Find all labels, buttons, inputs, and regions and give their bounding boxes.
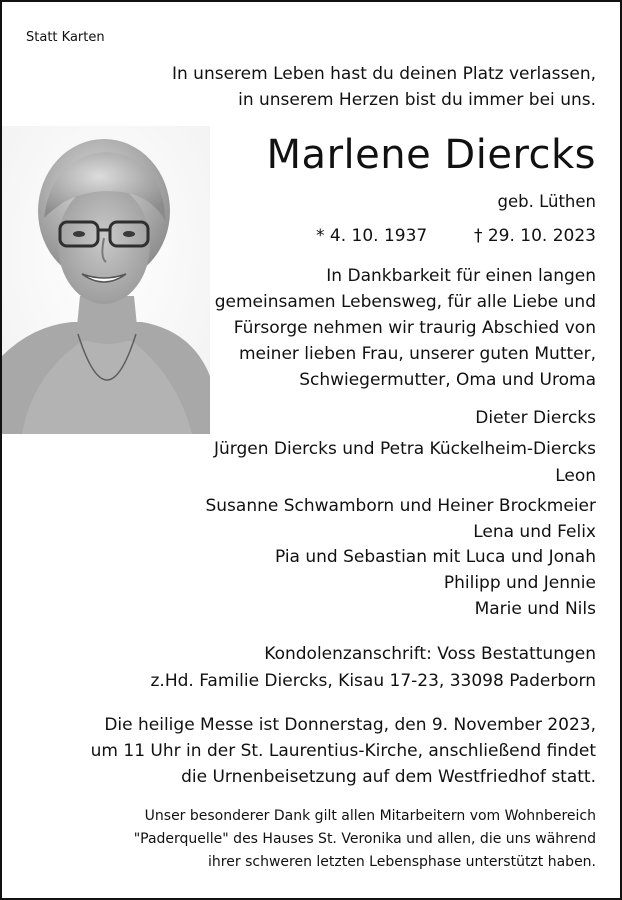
thanks-line-2: "Paderquelle" des Hauses St. Veronika und allen, die uns während bbox=[133, 831, 596, 847]
poem-line-1: In unserem Leben hast du deinen Platz verlassen, bbox=[171, 64, 596, 84]
thanks-line-1: Unser besonderer Dank gilt allen Mitarbeitern vom Wohnbereich bbox=[144, 808, 596, 824]
maiden-name: geb. Lüthen bbox=[497, 192, 596, 211]
death-date: † 29. 10. 2023 bbox=[473, 226, 596, 246]
mourner-line: Philipp und Jennie bbox=[443, 573, 596, 593]
portrait-photo bbox=[2, 126, 210, 434]
condolence-address-line-1: Kondolenzanschrift: Voss Bestattungen bbox=[264, 644, 596, 664]
mourner-line: Jürgen Diercks und Petra Kückelheim-Diercks bbox=[213, 439, 596, 459]
mourner-line: Pia und Sebastian mit Luca und Jonah bbox=[274, 547, 596, 567]
mourner-line: Susanne Schwamborn und Heiner Brockmeier bbox=[205, 496, 596, 516]
gratitude-line-5: Schwiegermutter, Oma und Uroma bbox=[299, 370, 596, 390]
gratitude-line-2: gemeinsamen Lebensweg, für alle Liebe und bbox=[214, 292, 596, 312]
deceased-name: Marlene Diercks bbox=[266, 132, 596, 178]
poem-line-2: in unserem Herzen bist du immer bei uns. bbox=[238, 90, 596, 110]
gratitude-line-4: meiner lieben Frau, unserer guten Mutter, bbox=[238, 344, 596, 364]
mourner-line: Lena und Felix bbox=[473, 522, 596, 542]
statt-karten-label: Statt Karten bbox=[26, 30, 105, 45]
condolence-address-line-2: z.Hd. Familie Diercks, Kisau 17-23, 33098 Paderborn bbox=[150, 671, 596, 691]
thanks-line-3: ihrer schweren letzten Lebensphase unterstützt haben. bbox=[208, 854, 596, 870]
gratitude-line-1: In Dankbarkeit für einen langen bbox=[326, 266, 596, 286]
mourner-line: Leon bbox=[555, 466, 596, 486]
mass-line-3: die Urnenbeisetzung auf dem Westfriedhof statt. bbox=[181, 767, 596, 787]
birth-date: * 4. 10. 1937 bbox=[316, 226, 428, 246]
mourner-line: Marie und Nils bbox=[474, 599, 596, 619]
mourner-line: Dieter Diercks bbox=[475, 408, 596, 428]
mass-line-1: Die heilige Messe ist Donnerstag, den 9. November 2023, bbox=[104, 715, 596, 735]
gratitude-line-3: Fürsorge nehmen wir traurig Abschied von bbox=[233, 318, 596, 338]
mass-line-2: um 11 Uhr in der St. Laurentius-Kirche, anschließend findet bbox=[90, 741, 596, 761]
